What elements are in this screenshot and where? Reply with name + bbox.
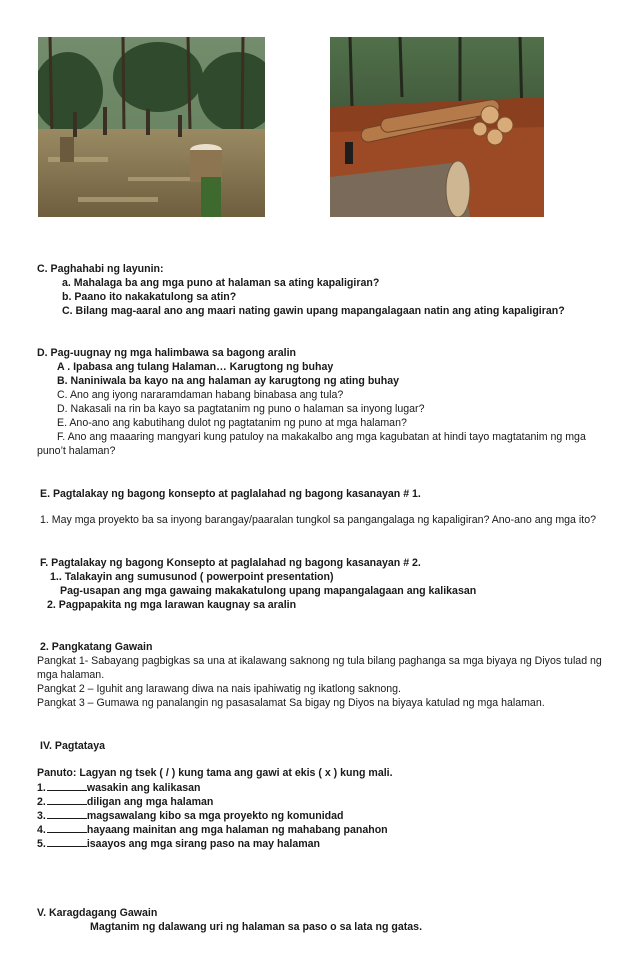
section-d-heading: D. Pag-uugnay ng mga halimbawa sa bagong aralin	[37, 347, 297, 359]
assessment-number: 4.	[37, 824, 46, 836]
section-d-item-b: B. Naniniwala ba kayo na ang halaman ay karugtong ng ating buhay	[57, 375, 400, 387]
section-e-heading: E. Pagtalakay ng bagong konsepto at paglalahad ng bagong kasanayan # 1.	[40, 488, 421, 500]
assessment-text: wasakin ang kalikasan	[86, 782, 201, 794]
section-d-item-c: C. Ano ang iyong nararamdaman habang binabasa ang tula?	[57, 389, 344, 401]
section-c-heading: C. Paghahabi ng layunin:	[37, 263, 164, 275]
section-d-item-a: A . Ipabasa ang tulang Halaman… Karugtong ng buhay	[57, 361, 334, 373]
section-d-item-f-line1: F. Ano ang maaaring mangyari kung patuloy na makakalbo ang mga kagubatan at hindi tayo magtatanim ng mga	[57, 431, 586, 443]
section-f-heading: F. Pagtalakay ng bagong Konsepto at paglalahad ng bagong kasanayan # 2.	[40, 557, 421, 569]
answer-blank[interactable]	[47, 808, 87, 819]
assessment-text: isaayos ang mga sirang paso na may halaman	[86, 838, 320, 850]
assessment-text: diligan ang mga halaman	[86, 796, 214, 808]
section-v-heading: V. Karagdagang Gawain	[37, 907, 158, 919]
group-work-line3: Pangkat 2 – Iguhit ang larawang diwa na nais ipahiwatig ng ikatlong saknong.	[37, 683, 401, 695]
section-v-item: Magtanim ng dalawang uri ng halaman sa paso o sa lata ng gatas.	[90, 921, 423, 933]
section-d-item-d: D. Nakasali na rin ba kayo sa pagtatanim ng puno o halaman sa inyong lugar?	[57, 403, 425, 415]
section-c-item-b: b. Paano ito nakakatulong sa atin?	[62, 291, 237, 303]
answer-blank[interactable]	[47, 822, 87, 833]
section-c-item-c: C. Bilang mag-aaral ano ang maari nating gawin upang mapangalagaan natin ang ating kapaligiran?	[62, 305, 565, 317]
assessment-number: 3.	[37, 810, 46, 822]
cleared-forest-photo	[38, 37, 265, 217]
answer-blank[interactable]	[47, 836, 87, 847]
section-d-item-f-line2: puno’t halaman?	[37, 445, 116, 457]
group-work-line4: Pangkat 3 – Gumawa ng panalangin ng pasasalamat Sa bigay ng Diyos na biyaya katulad ng mga halaman.	[37, 697, 545, 709]
section-d-item-e: E. Ano-ano ang kabutihang dulot ng pagtatanim ng puno at mga halaman?	[57, 417, 407, 429]
section-f-item1-sub: Pag-usapan ang mga gawaing makakatulong upang mapangalagaan ang kalikasan	[60, 585, 477, 597]
assessment-item	[37, 808, 344, 823]
section-c-item-a: a. Mahalaga ba ang mga puno at halaman sa ating kapaligiran?	[62, 277, 380, 289]
cut-logs-photo	[330, 37, 544, 217]
group-work-line2: mga halaman.	[37, 669, 105, 681]
assessment-item	[37, 780, 201, 795]
group-work-heading: 2. Pangkatang Gawain	[40, 641, 153, 653]
section-f-item2: 2. Pagpapakita ng mga larawan kaugnay sa aralin	[47, 599, 297, 611]
assessment-item	[37, 836, 320, 851]
answer-blank[interactable]	[47, 780, 87, 791]
assessment-item	[37, 794, 213, 809]
assessment-number: 1.	[37, 782, 46, 794]
section-iv-heading: IV. Pagtataya	[40, 740, 105, 752]
assessment-number: 2.	[37, 796, 46, 808]
section-f-item1: 1.. Talakayin ang sumusunod ( powerpoint presentation)	[50, 571, 334, 583]
group-work-line1: Pangkat 1- Sabayang pagbigkas sa una at ikalawang saknong ng tula bilang paghanga sa mga biyaya ng Diyos tulad ng	[37, 655, 602, 667]
section-iv-instructions: Panuto: Lagyan ng tsek ( / ) kung tama ang gawi at ekis ( x ) kung mali.	[37, 767, 393, 779]
assessment-text: magsawalang kibo sa mga proyekto ng komunidad	[86, 810, 344, 822]
section-e-item: 1. May mga proyekto ba sa inyong barangay/paaralan tungkol sa pangangalaga ng kapaligiran? Ano-ano ang mga ito?	[40, 514, 596, 526]
answer-blank[interactable]	[47, 794, 87, 805]
assessment-text: hayaang mainitan ang mga halaman ng mahabang panahon	[86, 824, 388, 836]
assessment-item	[37, 822, 388, 837]
assessment-number: 5.	[37, 838, 46, 850]
